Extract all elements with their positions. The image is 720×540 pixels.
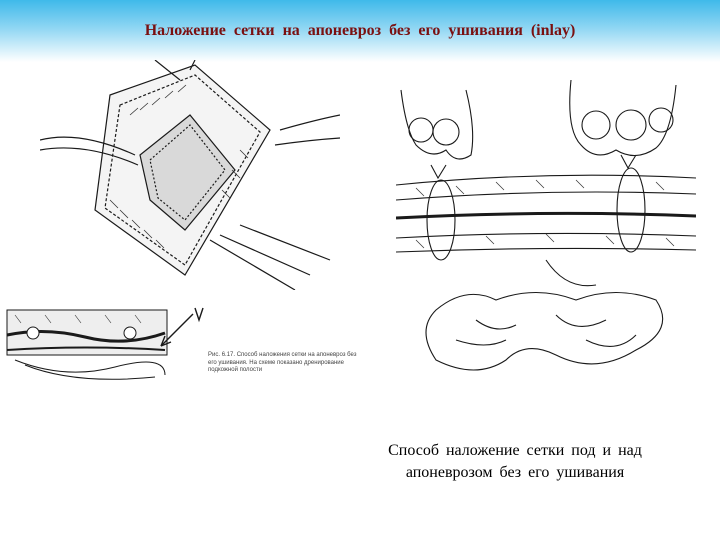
cross-section-mini-illustration [5,305,170,385]
pointer-arrow [155,300,215,360]
figure-caption-small: Рис. 6.17. Способ наложения сетки на апоневроз без его ушивания. На схеме показано дренирование подкожной полости [208,352,357,373]
mesh-under-over-illustration [396,70,696,390]
figure-caption [340,440,690,484]
mesh-inlay-illustration [40,60,340,290]
caption-line-2: апоневрозом без его ушивания [405,464,625,481]
slide-title: Наложение сетки на апоневроз без его ушивания (inlay) [144,22,576,39]
caption-line-1: Способ наложение сетки под и над [388,442,642,459]
